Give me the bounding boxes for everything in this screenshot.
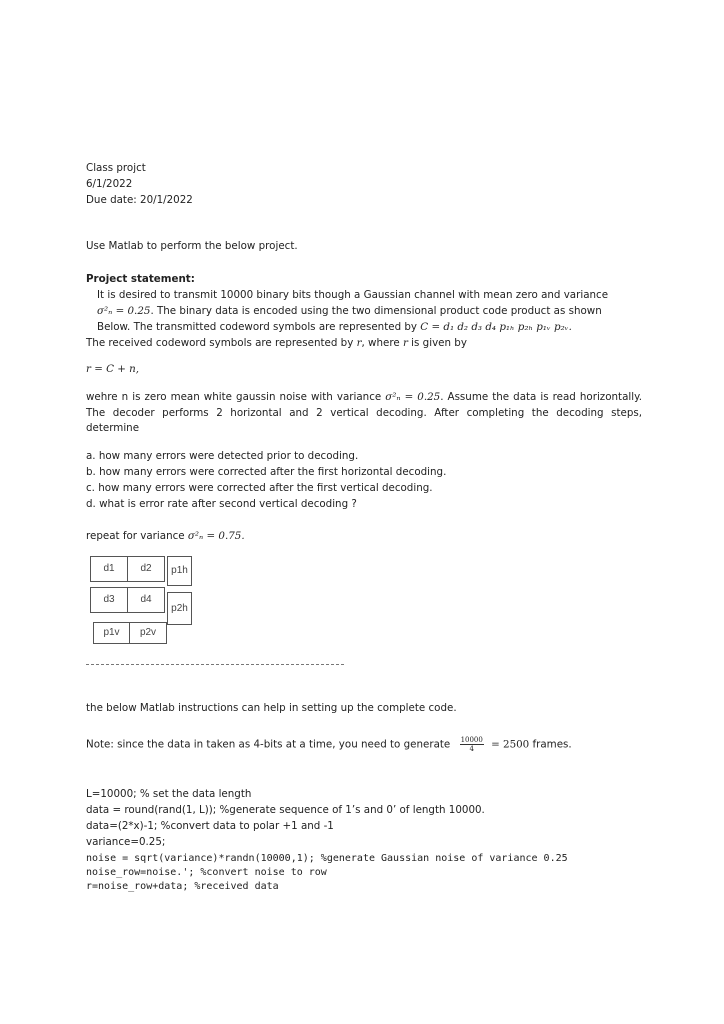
codeword-expression: C = d₁ d₂ d₃ d₄ p₁ₕ p₂ₕ p₁ᵥ p₂ᵥ. [420, 321, 572, 333]
variance-expression: σ²ₙ = 0.25 [97, 305, 151, 317]
cell-d3: d3 [90, 587, 128, 613]
question-d: d. what is error rate after second vertical decoding ? [86, 498, 357, 510]
repeat-line [86, 529, 245, 545]
cell-d1: d1 [90, 556, 128, 582]
statement-line-2 [97, 304, 602, 320]
code-line-5: noise = sqrt(variance)*randn(10000,1); %generate Gaussian noise of variance 0.25 [86, 853, 568, 864]
repeat-variance: σ²ₙ = 0.75. [187, 530, 245, 542]
question-c: c. how many errors were corrected after the first vertical decoding. [86, 482, 433, 494]
code-line-3: data=(2*x)-1; %convert data to polar +1 and -1 [86, 820, 334, 832]
line-4-text-c: is given by [411, 337, 467, 349]
statement-line-3 [97, 320, 572, 336]
noise-paragraph-a: wehre n is zero mean white gaussin noise with variance [86, 391, 382, 403]
note-line [86, 736, 572, 753]
frames-fraction [460, 736, 484, 753]
cell-p2v: p2v [129, 622, 167, 644]
repeat-text: repeat for variance [86, 530, 185, 542]
issue-date: 6/1/2022 [86, 178, 133, 190]
question-b: b. how many errors were corrected after the first horizontal decoding. [86, 466, 447, 478]
noise-paragraph-b: . Assume the data is read horizontally. The decoder performs 2 horizontal and 2 vertical decoding. After completing the decoding steps, determine [86, 391, 643, 434]
intro-line: Use Matlab to perform the below project. [86, 240, 298, 252]
note-suffix: frames. [532, 738, 572, 751]
code-line-2: data = round(rand(1, L)); %generate sequence of 1’s and 0’ of length 10000. [86, 804, 485, 816]
statement-heading: Project statement: [86, 273, 195, 285]
question-a: a. how many errors were detected prior to decoding. [86, 450, 359, 462]
line-4-text-a: The received codeword symbols are represented by [86, 337, 354, 349]
fraction-numerator: 10000 [460, 736, 483, 744]
statement-line-3-text: Below. The transmitted codeword symbols are represented by [97, 321, 418, 333]
statement-line-1: It is desired to transmit 10000 binary bits though a Gaussian channel with mean zero and variance [97, 289, 609, 301]
code-line-4: variance=0.25; [86, 836, 166, 848]
note-text: Note: since the data in taken as 4-bits at a time, you need to generate [86, 738, 451, 751]
cell-d2: d2 [127, 556, 165, 582]
product-code-grid [90, 556, 200, 646]
received-equation: r = C + n, [86, 363, 140, 375]
course-title: Class projct [86, 162, 146, 174]
code-line-1: L=10000; % set the data length [86, 788, 252, 800]
line-4-text-b: , where [361, 337, 400, 349]
noise-variance-expression: σ²ₙ = 0.25 [385, 391, 441, 403]
fraction-denominator: 4 [469, 745, 474, 753]
frames-result: = 2500 [491, 738, 530, 751]
help-text: the below Matlab instructions can help in setting up the complete code. [86, 702, 457, 714]
section-divider [86, 664, 344, 665]
cell-d4: d4 [127, 587, 165, 613]
code-line-7: r=noise_row+data; %received data [86, 881, 279, 892]
cell-p2h: p2h [167, 592, 192, 625]
noise-paragraph [86, 390, 642, 437]
line-4-symbol-r2: r [402, 337, 408, 349]
statement-line-4 [86, 336, 467, 352]
cell-p1h: p1h [167, 556, 192, 586]
line-4-symbol-r: r [356, 337, 362, 349]
code-line-6: noise_row=noise.'; %convert noise to row [86, 867, 327, 878]
due-date: Due date: 20/1/2022 [86, 194, 193, 206]
statement-line-2-text: . The binary data is encoded using the two dimensional product code product as shown [150, 305, 602, 317]
cell-p1v: p1v [93, 622, 130, 644]
